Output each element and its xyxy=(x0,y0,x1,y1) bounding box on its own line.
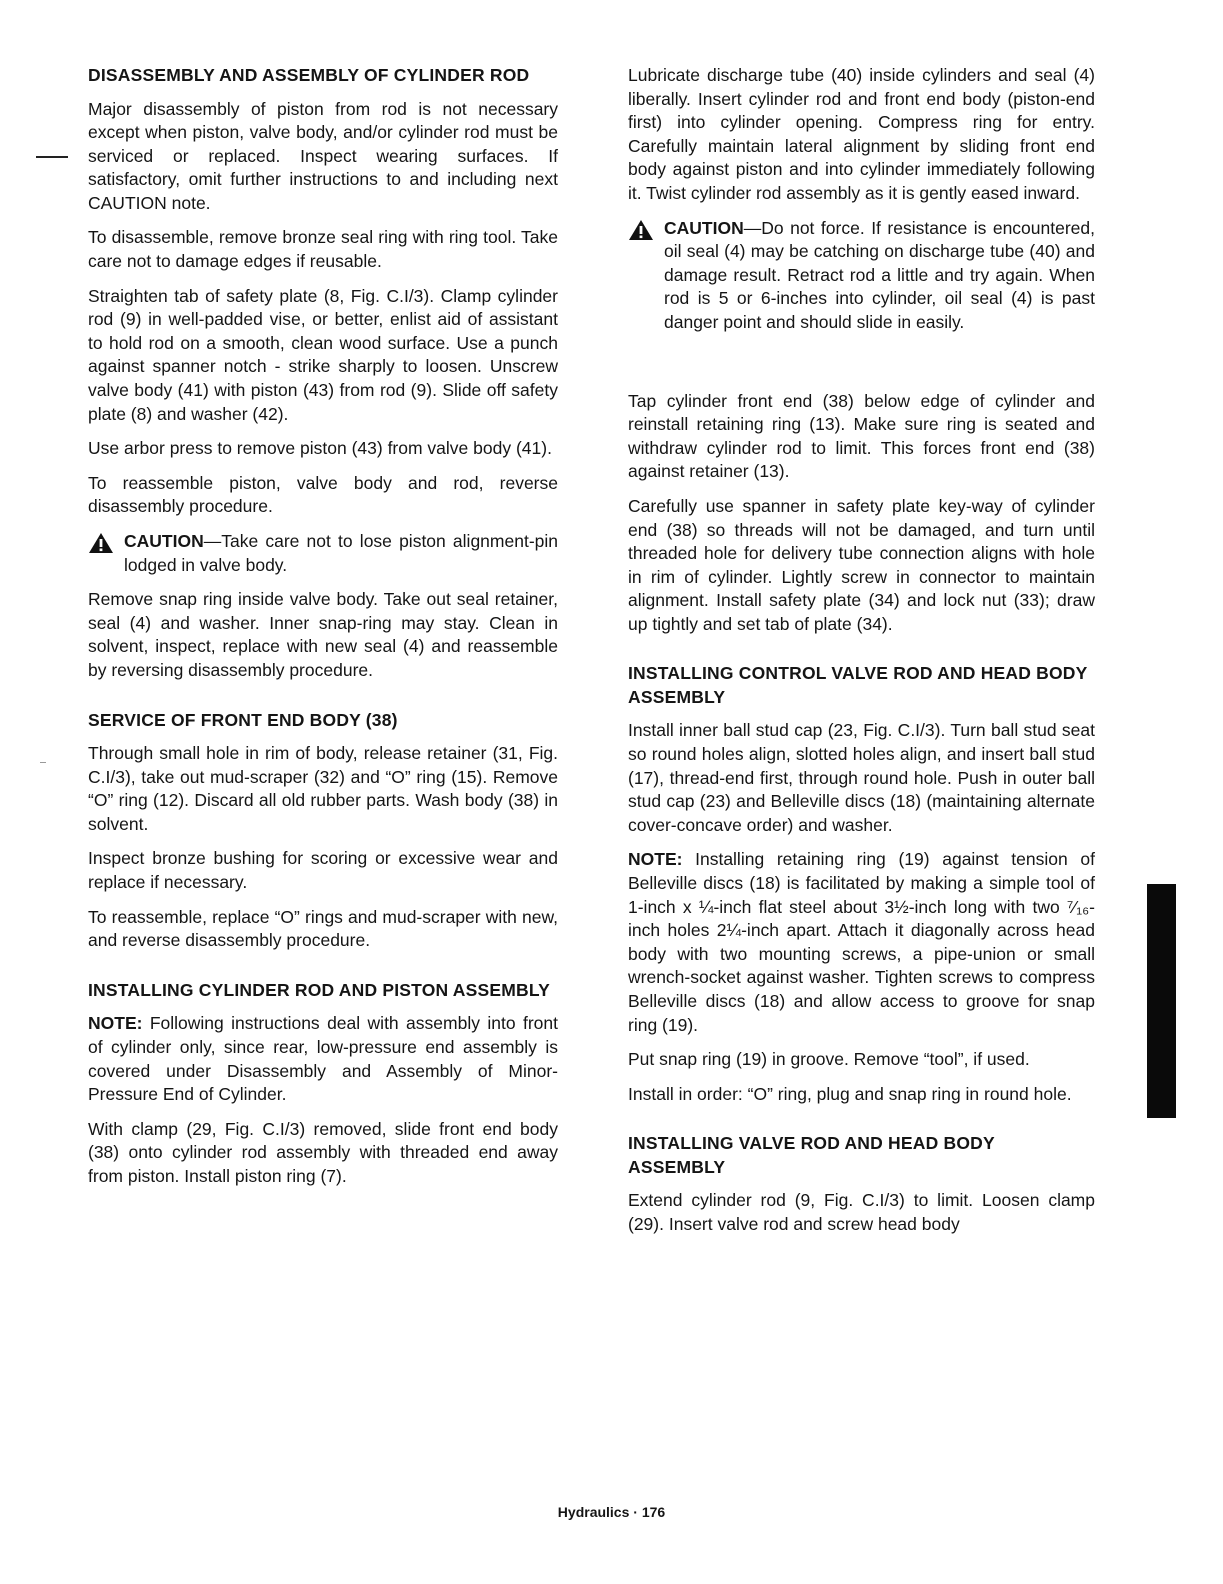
paragraph: Tap cylinder front end (38) below edge of cylinder and reinstall retaining ring (13). Make sure ring is seated and withdraw cylinder rod to limit. This forces front end (38) against retainer (13). xyxy=(628,390,1095,482)
paragraph: Remove snap ring inside valve body. Take out seal retainer, seal (4) and washer. Inner snap-ring may stay. Clean in solvent, inspect, replace with new seal (4) and reassemble by reversing disassembly procedure. xyxy=(88,589,558,680)
paragraph: To reassemble piston, valve body and rod, reverse disassembly procedure. xyxy=(88,472,558,517)
right-column xyxy=(628,64,1095,1248)
note-label: NOTE: xyxy=(88,1013,143,1034)
warning-icon xyxy=(628,219,654,241)
left-column xyxy=(88,64,558,1199)
caution-text: —Take care not to lose piston alignment-pin lodged in valve body. xyxy=(124,531,558,575)
paragraph: Lubricate discharge tube (40) inside cylinders and seal (4) liberally. Insert cylinder rod and front end body (piston-end first) into cylinder opening. Compress ring for entry. Carefully maintain lateral alignment by sliding front end body against piston and into cylinder immediately following it. Twist cylinder rod assembly as it is gently eased inward. xyxy=(628,65,1095,203)
caution-note xyxy=(88,530,558,577)
note-label: NOTE: xyxy=(628,849,683,870)
paragraph: Use arbor press to remove piston (43) from valve body (41). xyxy=(88,438,552,459)
note-text: Installing retaining ring (19) against tension of Belleville discs (18) is facilitated by making a simple tool of 1-inch x ¼-inch flat steel about 3½-inch long with two ⁷⁄₁₆-inch holes 2¼-inch apart. Attach it diagonally across head body with two mounting screws, a pipe-union or small wrench-socket against washer. Tighten screws to compress Belleville discs (18) and allow access to groove for snap ring (19). xyxy=(628,849,1095,1035)
note-paragraph xyxy=(88,1012,558,1106)
paragraph: To disassemble, remove bronze seal ring with ring tool. Take care not to damage edges if reusable. xyxy=(88,227,558,272)
section-heading-control-valve-rod: INSTALLING CONTROL VALVE ROD AND HEAD BODY ASSEMBLY xyxy=(628,663,1088,707)
note-text: Following instructions deal with assembly into front of cylinder only, since rear, low-pressure end assembly is covered under Disassembly and Assembly of Minor-Pressure End of Cylinder. xyxy=(88,1013,558,1105)
paragraph: Carefully use spanner in safety plate key-way of cylinder end (38) so threads will not be damaged, and turn until threaded hole for delivery tube connection aligns with hole in rim of cylinder. Lightly screw in connector to maintain alignment. Install safety plate (34) and lock nut (33); draw up tightly and set tab of plate (34). xyxy=(628,495,1095,634)
caution-label: CAUTION xyxy=(664,217,744,238)
page-footer: Hydraulics · 176 xyxy=(557,1504,666,1520)
section-heading-front-end-body: SERVICE OF FRONT END BODY (38) xyxy=(88,709,398,730)
paragraph: Straighten tab of safety plate (8, Fig. C.I/3). Clamp cylinder rod (9) in well-padded vise, or better, enlist aid of assistant to hold rod on a smooth, clean wood surface. Use a punch against spanner notch - strike sharply to loosen. Unscrew valve body (41) with piston (43) from rod (9). Slide off safety plate (8) and washer (42). xyxy=(88,285,558,424)
warning-icon xyxy=(88,532,114,554)
paragraph: Through small hole in rim of body, release retainer (31, Fig. C.I/3), take out mud-scraper (32) and “O” ring (15). Remove “O” ring (12). Discard all old rubber parts. Wash body (38) in solvent. xyxy=(88,743,558,834)
spacer xyxy=(628,346,1095,390)
margin-mark xyxy=(36,156,68,158)
caution-label: CAUTION xyxy=(124,531,204,551)
paragraph: Major disassembly of piston from rod is not necessary except when piston, valve body, and/or cylinder rod must be serviced or replaced. Inspect wearing surfaces. If satisfactory, omit further instructions to and including next CAUTION note. xyxy=(88,98,558,213)
paragraph: Install in order: “O” ring, plug and snap ring in round hole. xyxy=(628,1083,1072,1104)
paragraph: Install inner ball stud cap (23, Fig. C.I/3). Turn ball stud seat so round holes align, slotted holes align, and insert ball stud (17), thread-end first, through round hole. Push in outer ball stud cap (23) and Belleville discs (18) (maintaining alternate cover-concave order) and washer. xyxy=(628,720,1095,835)
caution-note xyxy=(628,217,1095,335)
section-heading-installing-cylinder-rod: INSTALLING CYLINDER ROD AND PISTON ASSEMBLY xyxy=(88,979,551,1000)
section-heading-valve-rod-head-body: INSTALLING VALVE ROD AND HEAD BODY ASSEMBLY xyxy=(628,1133,995,1177)
paragraph: With clamp (29, Fig. C.I/3) removed, slide front end body (38) onto cylinder rod assembly with threaded end away from piston. Install piston ring (7). xyxy=(88,1118,558,1186)
paragraph: Extend cylinder rod (9, Fig. C.I/3) to limit. Loosen clamp (29). Insert valve rod and screw head body xyxy=(628,1190,1095,1234)
paragraph: Put snap ring (19) in groove. Remove “tool”, if used. xyxy=(628,1049,1030,1070)
paragraph: Inspect bronze bushing for scoring or excessive wear and replace if necessary. xyxy=(88,848,558,893)
section-thumb-tab xyxy=(1147,884,1176,1118)
note-paragraph xyxy=(628,848,1095,1037)
section-heading-disassembly: DISASSEMBLY AND ASSEMBLY OF CYLINDER ROD xyxy=(88,65,530,85)
caution-text: —Do not force. If resistance is encountered, oil seal (4) may be catching on discharge tube (40) and damage result. Retract rod a little and try again. When rod is 5 or 6-inches into cylinder, oil seal (4) is past danger point and should slide in easily. xyxy=(664,217,1095,332)
paragraph: To reassemble, replace “O” rings and mud-scraper with new, and reverse disassembly procedure. xyxy=(88,906,558,951)
margin-speck xyxy=(40,762,46,763)
